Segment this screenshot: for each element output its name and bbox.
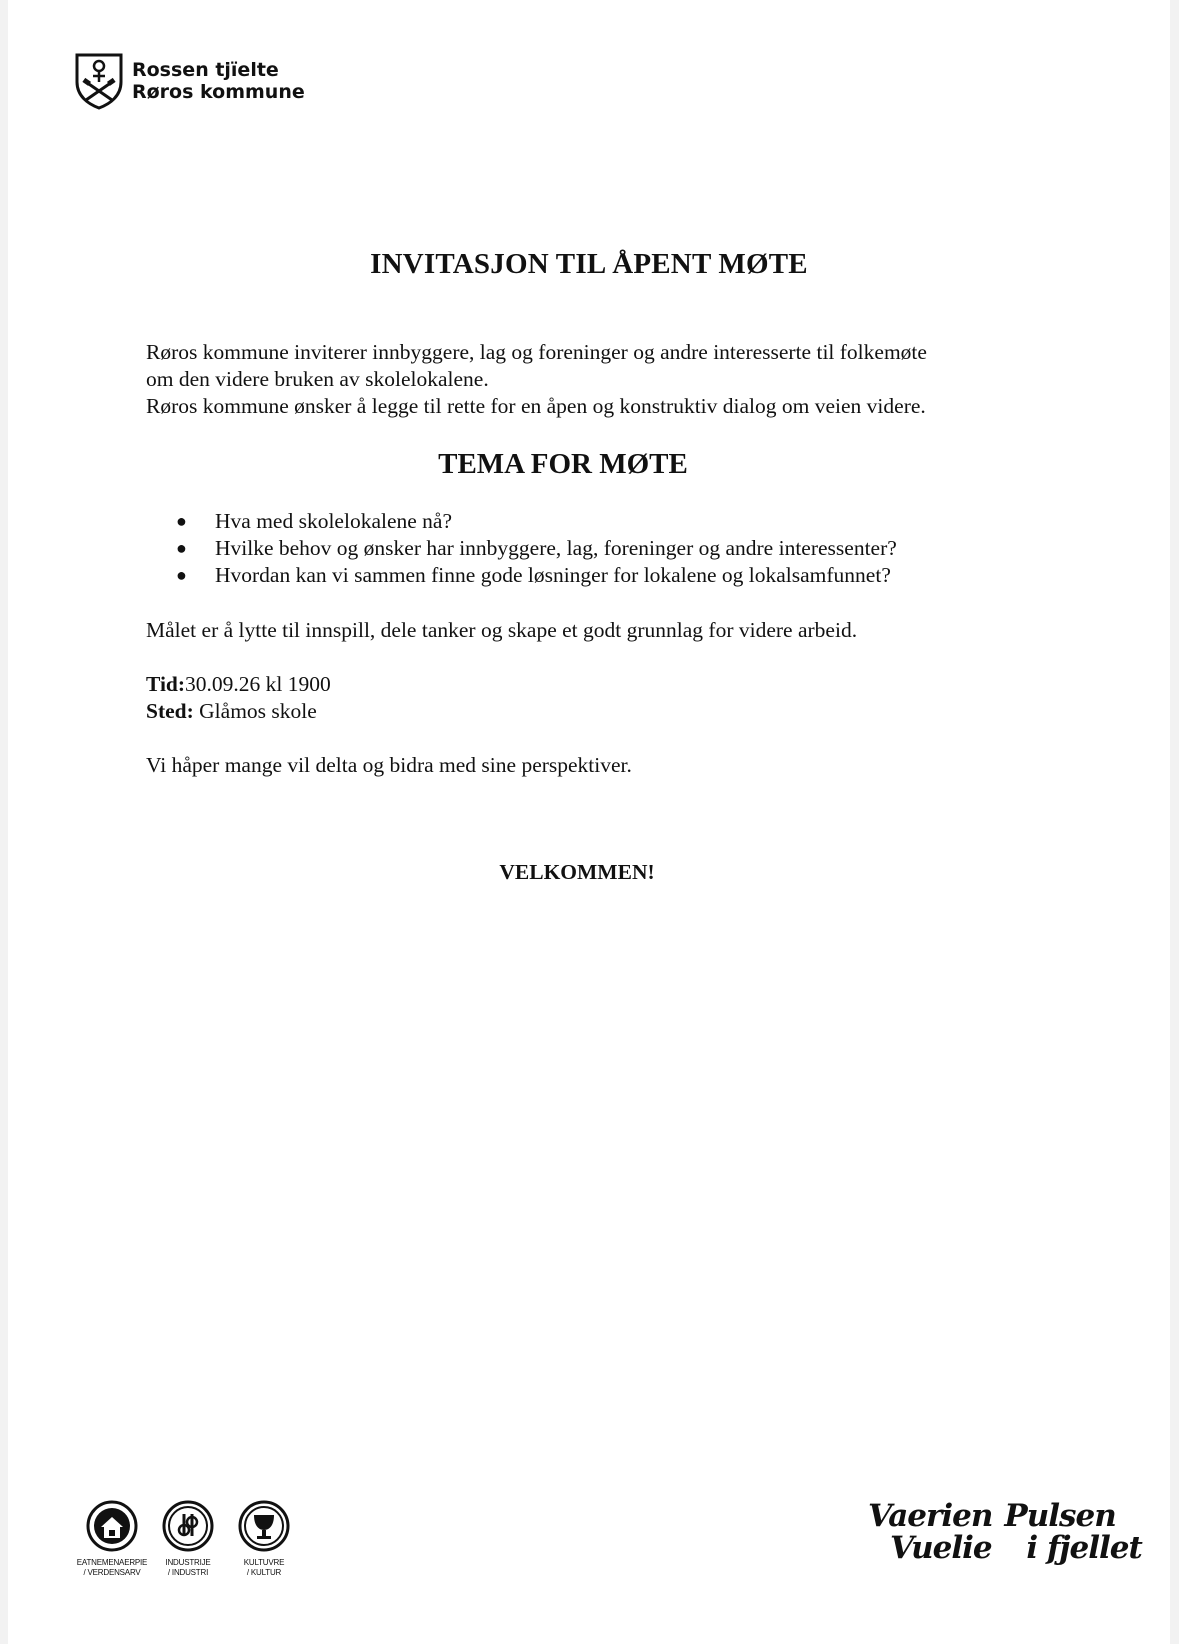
bullet-icon: ● xyxy=(176,538,187,558)
meeting-time xyxy=(146,671,1046,698)
footer-slogans xyxy=(868,1500,1142,1564)
slogan-pulsen-i-fjellet xyxy=(1004,1500,1141,1564)
document-page xyxy=(8,0,1170,1644)
section-heading: TEMA FOR MØTE xyxy=(438,448,688,480)
caption-line-2: / KULTUR xyxy=(246,1568,282,1577)
slogan-vaerien-vuelie xyxy=(868,1500,992,1564)
intro-line-1: Røros kommune inviterer innbyggere, lag og foreninger og andre interesserte til folkemøte xyxy=(146,340,927,364)
municipal-shield-icon xyxy=(74,52,124,110)
topic-text: Hvordan kan vi sammen finne gode løsninger for lokalene og lokalsamfunnet? xyxy=(215,563,891,587)
world-heritage-house-icon xyxy=(86,1500,138,1552)
caption-line-2: / INDUSTRI xyxy=(167,1568,209,1577)
time-value: 30.09.26 kl 1900 xyxy=(185,672,331,696)
place-value: Glåmos skole xyxy=(193,699,317,723)
intro-line-3: Røros kommune ønsker å legge til rette for en åpen og konstruktiv dialog om veien videre. xyxy=(146,394,926,418)
footer-caption xyxy=(244,1558,284,1578)
slogan-line-1: Pulsen xyxy=(1004,1498,1116,1534)
caption-line-1: INDUSTRIJE xyxy=(165,1558,211,1567)
topic-text: Hva med skolelokalene nå? xyxy=(215,509,453,533)
footer-caption xyxy=(77,1558,147,1578)
list-item xyxy=(146,535,1046,562)
caption-line-1: EATNEMENAERPIE xyxy=(76,1558,148,1567)
footer-icon-industry xyxy=(150,1500,226,1578)
goal-paragraph: Målet er å lytte til innspill, dele tanker og skape et godt grunnlag for videre arbeid. xyxy=(146,618,858,642)
slogan-line-1: Vaerien xyxy=(868,1498,993,1534)
list-item xyxy=(146,562,1046,589)
municipality-logo xyxy=(74,52,305,110)
logo-text xyxy=(132,59,305,103)
slogan-line-2: i fjellet xyxy=(1026,1530,1142,1566)
logo-line-1: Rossen tjïelte xyxy=(132,59,279,81)
time-label: Tid: xyxy=(146,672,186,696)
caption-line-2: / VERDENSARV xyxy=(83,1568,141,1577)
caption-line-1: KULTUVRE xyxy=(243,1558,285,1567)
bullet-icon: ● xyxy=(176,511,187,531)
footer-icons xyxy=(74,1500,302,1578)
closing-paragraph: Vi håper mange vil delta og bidra med sine perspektiver. xyxy=(146,753,632,777)
logo-line-2: Røros kommune xyxy=(132,81,305,103)
industry-tools-icon xyxy=(162,1500,214,1552)
welcome-text: VELKOMMEN! xyxy=(499,860,655,884)
footer-icon-culture xyxy=(226,1500,302,1578)
topic-text: Hvilke behov og ønsker har innbyggere, lag, foreninger og andre interessenter? xyxy=(215,536,897,560)
slogan-line-2: Vuelie xyxy=(890,1530,992,1566)
bullet-icon: ● xyxy=(176,565,187,585)
footer-caption xyxy=(165,1558,210,1578)
intro-line-2: om den videre bruken av skolelokalene. xyxy=(146,367,489,391)
footer-icon-heritage xyxy=(74,1500,150,1578)
place-label: Sted: xyxy=(146,699,194,723)
list-item xyxy=(146,508,1046,535)
meeting-place xyxy=(146,698,1046,725)
topic-list xyxy=(146,508,1046,589)
intro-paragraph xyxy=(146,339,1046,420)
document-title: INVITASJON TIL ÅPENT MØTE xyxy=(370,248,808,280)
culture-trophy-icon xyxy=(238,1500,290,1552)
